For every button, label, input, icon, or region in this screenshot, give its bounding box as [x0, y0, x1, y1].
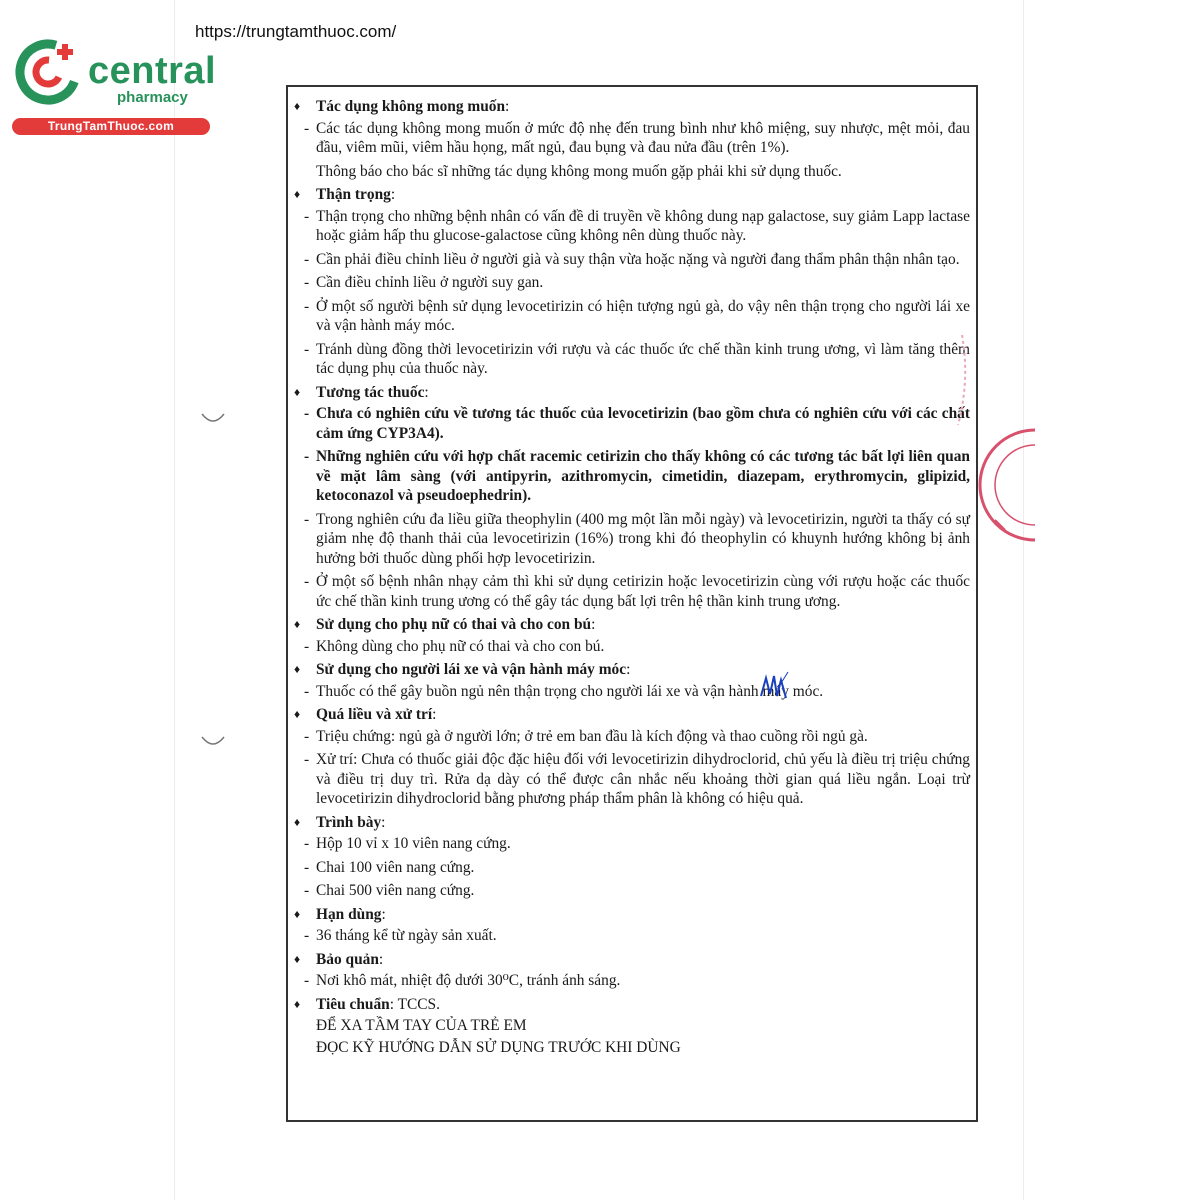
list-item: - Xử trí: Chưa có thuốc giải độc đặc hiệu đối với levocetirizin dihydroclorid, chủ yếu là điều trị triệu chứng và điều trị duy trì. Rửa dạ dày có thể được cân nhắc nếu khoảng thời gian quá liều ngắn. Loại trừ levocetirizin dihydroclorid bằng phương pháp thẩm phân là không có hiệu quả. [294, 750, 970, 809]
section [294, 185, 970, 379]
list-item: - Thuốc có thể gây buồn ngủ nên thận trọng cho người lái xe và vận hành máy móc. [294, 682, 970, 702]
section-heading-text: Sử dụng cho phụ nữ có thai và cho con bú [316, 616, 592, 633]
warning-line: ĐỂ XA TẦM TAY CỦA TRẺ EM [316, 1017, 527, 1034]
section [294, 813, 970, 901]
list-item: - Những nghiên cứu với hợp chất racemic cetirizin cho thấy không có các tương tác bất lợi liên quan về mặt lâm sàng (với antipyrin, azithromycin, cimetidin, diazepam, erythromycin, glipizid, ketoconazol và pseudoephedrin). [294, 447, 970, 506]
brand-subtitle: pharmacy [117, 89, 188, 106]
section-heading-text: Quá liều và xử trí [316, 706, 433, 723]
list-item: - Chưa có nghiên cứu về tương tác thuốc của levocetirizin (bao gồm chưa có nghiên cứu với các chất cảm ứng CYP3A4). [294, 404, 970, 443]
section-heading-text: Tương tác thuốc [316, 383, 425, 401]
section-heading: ♦ Sử dụng cho phụ nữ có thai và cho con bú: [294, 615, 970, 635]
section-heading: ♦ Hạn dùng: [294, 905, 970, 925]
punch-hole-mark [200, 412, 226, 426]
list-item: - Hộp 10 vỉ x 10 viên nang cứng. [294, 834, 970, 854]
site-badge[interactable]: TrungTamThuoc.com [12, 118, 210, 135]
section [294, 383, 970, 612]
company-stamp-icon [975, 400, 1035, 570]
section-heading-text: Sử dụng cho người lái xe và vận hành máy móc [316, 661, 627, 678]
section [294, 660, 970, 701]
section [294, 705, 970, 809]
list-item: - Cần phải điều chỉnh liều ở người già và suy thận vừa hoặc nặng và người đang thẩm phân thận nhân tạo. [294, 250, 970, 270]
standard-label: Tiêu chuẩn [316, 995, 390, 1013]
section [294, 905, 970, 946]
signature-mark [758, 670, 790, 702]
leaflet-frame [286, 85, 978, 1122]
punch-hole-mark [200, 735, 226, 749]
source-url[interactable]: https://trungtamthuoc.com/ [195, 22, 397, 41]
section [294, 950, 970, 991]
list-item: - 36 tháng kể từ ngày sản xuất. [294, 926, 970, 946]
list-item: - Các tác dụng không mong muốn ở mức độ nhẹ đến trung bình như khô miệng, suy nhược, mệt mỏi, đau đầu, viêm mũi, viêm hầu họng, mất ngủ, đau bụng và đau nửa đầu (trên 1%). [294, 119, 970, 158]
section-heading-text: Thận trọng [316, 186, 391, 203]
section-heading: ♦ Tương tác thuốc: [294, 383, 970, 403]
section-heading: ♦ Quá liều và xử trí: [294, 705, 970, 725]
list-item: - Triệu chứng: ngủ gà ở người lớn; ở trẻ em ban đầu là kích động và thao cuồng rồi ngủ gà. [294, 727, 970, 747]
section-heading-text: Bảo quản [316, 950, 379, 968]
section-heading-text: Tác dụng không mong muốn [316, 98, 506, 115]
list-item: - Chai 100 viên nang cứng. [294, 858, 970, 878]
list-item: - Cần điều chỉnh liều ở người suy gan. [294, 273, 970, 293]
list-item: - Ở một số người bệnh sử dụng levocetirizin có hiện tượng ngủ gà, do vậy nên thận trọng cho người lái xe và vận hành máy móc. [294, 297, 970, 336]
section-heading-text: Trình bày [316, 813, 382, 831]
warning-line: ĐỌC KỸ HƯỚNG DẪN SỬ DỤNG TRƯỚC KHI DÙNG [316, 1038, 681, 1056]
section [294, 97, 970, 181]
section-heading-text: Hạn dùng [316, 905, 382, 923]
standard-heading: ♦ Tiêu chuẩn: TCCS. [294, 995, 970, 1015]
list-item: - Ở một số bệnh nhân nhạy cảm thì khi sử dụng cetirizin hoặc levocetirizin cùng với rượu hoặc các thuốc ức chế thần kinh trung ương có thể gây tác dụng bất lợi trên hệ thần kinh trung ương. [294, 572, 970, 611]
brand-name: central [88, 50, 217, 92]
standard-section [294, 995, 970, 1058]
standard-value: TCCS. [397, 995, 440, 1013]
section-heading: ♦ Thận trọng: [294, 185, 970, 205]
section-heading: ♦ Trình bày: [294, 813, 970, 833]
section-heading: ♦ Bảo quản: [294, 950, 970, 970]
section-heading: ♦ Sử dụng cho người lái xe và vận hành máy móc: [294, 660, 970, 680]
list-item: - Trong nghiên cứu đa liều giữa theophylin (400 mg một lần mỗi ngày) và levocetirizin, người ta thấy có sự giảm nhẹ độ thanh thải của levocetirizin (16%) trong khi đó theophylin có khuynh hướng không bị ảnh hưởng bởi thuốc dùng phối hợp levocetirizin. [294, 510, 970, 569]
list-item: - Không dùng cho phụ nữ có thai và cho con bú. [294, 637, 970, 657]
faint-stamp-mark [940, 330, 970, 430]
section [294, 615, 970, 656]
section-heading: ♦ Tác dụng không mong muốn: [294, 97, 970, 117]
list-item: - Nơi khô mát, nhiệt độ dưới 30⁰C, tránh ánh sáng. [294, 971, 970, 991]
list-item: - Chai 500 viên nang cứng. [294, 881, 970, 901]
section-note: Thông báo cho bác sĩ những tác dụng không mong muốn gặp phải khi sử dụng thuốc. [316, 162, 842, 180]
list-item: - Tránh dùng đồng thời levocetirizin với rượu và các thuốc ức chế thần kinh trung ương, vì làm tăng thêm tác dụng phụ của thuốc này. [294, 340, 970, 379]
list-item: - Thận trọng cho những bệnh nhân có vấn đề di truyền về không dung nạp galactose, suy giảm Lapp lactase hoặc giảm hấp thu glucose-galactose cũng không nên dùng thuốc này. [294, 207, 970, 246]
